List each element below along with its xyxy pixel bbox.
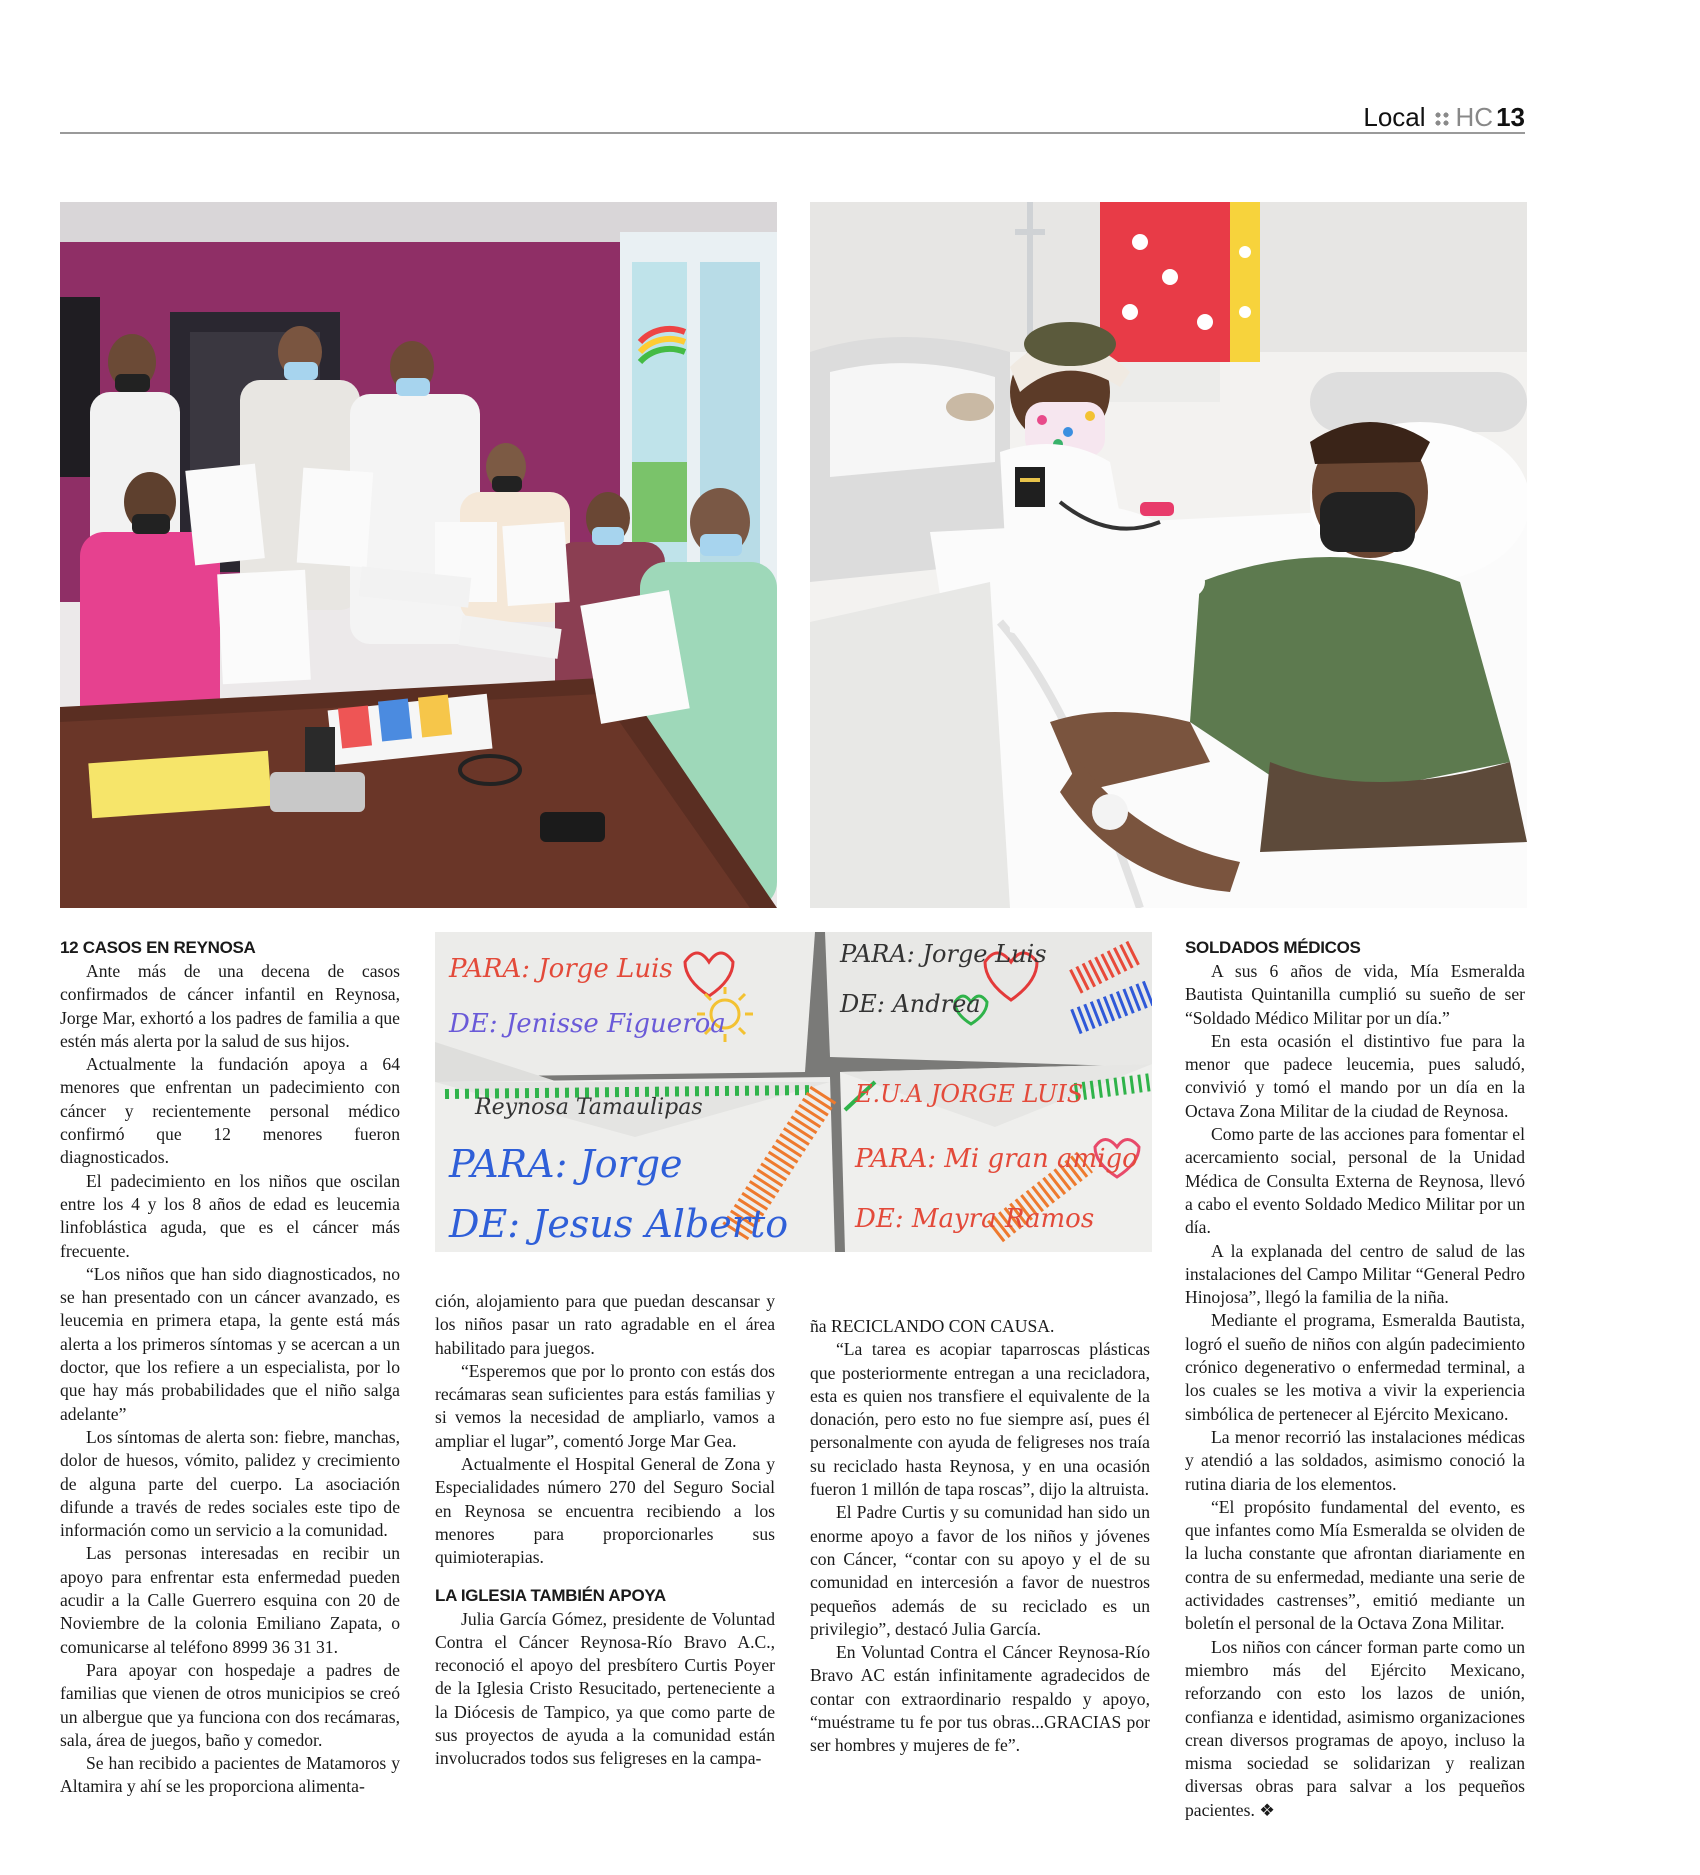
note-3-place: Reynosa Tamaulipas <box>475 1095 703 1120</box>
note-2-to: PARA: Jorge Luis <box>840 940 1047 968</box>
paragraph: En Voluntad Contra el Cáncer Reynosa-Río Bravo AC están infinitamente agradecidos de contar con extraordinario respaldo y apoyo, “muéstrame tu fe por tus obras...GRACIAS por ser hombres y mujeres de fe”. <box>810 1642 1150 1756</box>
paragraph: Como parte de las acciones para fomentar el acercamiento social, personal de la Unidad Médica de Consulta Externa de Reynosa, llevó a cabo el evento Soldado Medico Militar por un día. <box>1185 1124 1525 1238</box>
paragraph: Mediante el programa, Esmeralda Bautista, logró el sueño de niños con algún padecimiento crónico degenerativo o enfermedad terminal, a los cuales se les motiva a vivir la experiencia simbólica de pertenecer al Ejército Mexicano. <box>1185 1310 1525 1424</box>
child-soldier-hospital-photo <box>810 202 1527 908</box>
dots-icon <box>1434 111 1450 127</box>
subheading-soldados: SOLDADOS MÉDICOS <box>1185 938 1361 957</box>
subheading-iglesia: LA IGLESIA TAMBIÉN APOYA <box>435 1585 666 1605</box>
article-column-3 <box>810 1315 1150 1758</box>
paragraph: A sus 6 años de vida, Mía Esmeralda Bautista Quintanilla cumplió su sueño de ser “Soldado Médico Militar por un día.” <box>1185 961 1525 1028</box>
paragraph: Los síntomas de alerta son: fiebre, manchas, dolor de huesos, vómito, palidez y crecimiento de alguna parte del cuerpo. La asociación difunde a través de redes sociales este tipo de información como un servicio a la comunidad. <box>60 1426 400 1541</box>
paragraph: Actualmente el Hospital General de Zona y Especialidades número 270 del Seguro Social en Reynosa se encuentra recibiendo a los menores para proporcionarles sus quimioterapias. <box>435 1454 775 1568</box>
paragraph: “Los niños que han sido diagnosticados, no se han presentado con un cáncer avanzado, es leucemia en primera etapa, la gente está más alerta a los primeros síntomas y se acercan a un doctor, que los refiere a un especialista, por lo que hay más probabilidades que el niño salga adelante” <box>60 1263 400 1424</box>
article-column-2 <box>435 1290 775 1771</box>
paragraph: En esta ocasión el distintivo fue para la menor que padece leucemia, pues saludó, convivió y tomó el mando por un día en la Octava Zona Militar de la ciudad de Reynosa. <box>1185 1030 1525 1121</box>
paragraph: “El propósito fundamental del evento, es que infantes como Mía Esmeralda se olviden de la lucha constante que afrontan diariamente en contra de su enfermedad, mediante una serie de actividades castrenses”, emitió mediante un boletín el personal de la Octava Zona Militar. <box>1185 1496 1525 1634</box>
article-column-1 <box>60 936 400 1799</box>
page-header <box>60 100 1525 134</box>
subheading-12-casos: 12 CASOS EN REYNOSA <box>60 938 256 957</box>
paragraph: Se han recibido a pacientes de Matamoros y Altamira y ahí se les proporciona alimenta- <box>60 1753 400 1797</box>
paragraph: Actualmente la fundación apoya a 64 menores que enfrentan un padecimiento con cáncer y recientemente personal médico confirmó que 12 menores fueron diagnosticados. <box>60 1054 400 1168</box>
section-name: Local <box>1363 102 1426 132</box>
paragraph: Julia García Gómez, presidente de Voluntad Contra el Cáncer Reynosa-Río Bravo A.C., reconoció el apoyo del presbítero Curtis Poyer de la Iglesia Cristo Resucitado, perteneciente a la Diócesis de Tampico, ya que como parte de sus proyectos de ayuda a la comunidad están involucrados todos sus feligreses en la campa- <box>435 1608 775 1769</box>
note-1-to: PARA: Jorge Luis <box>449 954 673 984</box>
paragraph: Los niños con cáncer forman parte como un miembro más del Ejército Mexicano, reforzando con esto los lazos de unión, confianza e identidad, asimismo organizaciones crean diversos programas de apoyo, incluso la misma sociedad se solidarizan y realizan diversas obras para salvar a los pequeños pacientes. ❖ <box>1185 1636 1525 1820</box>
article-column-4 <box>1185 936 1525 1822</box>
paragraph: El Padre Curtis y su comunidad han sido un enorme apoyo a favor de los niños y jóvenes con Cáncer, “contar con su apoyo y el de su comunidad en intercesión a favor de nuestros pequeños además de su reciclado es un privilegio”, destacó Julia García. <box>810 1502 1150 1639</box>
paragraph: La menor recorrió las instalaciones médicas y atendió a las soldados, asimismo conoció la rutina diaria de los elementos. <box>1185 1426 1525 1494</box>
paragraph: Ante más de una decena de casos confirmados de cáncer infantil en Reynosa, Jorge Mar, exhortó a los padres de familia a que estén más alerta por la salud de sus hijos. <box>60 961 400 1051</box>
brand-name: HC <box>1455 102 1494 132</box>
paragraph: “Esperemos que por lo pronto con estás dos recámaras sean suficientes para estás familias y si vemos la necesidad de ampliarlo, vamos a ampliar el lugar”, comentó Jorge Mar Gea. <box>435 1360 775 1451</box>
note-4-header: E.U.A JORGE LUIS <box>855 1080 1084 1108</box>
note-1-from: DE: Jenisse Figueroa <box>449 1009 726 1039</box>
handwritten-envelopes-photo <box>435 932 1152 1252</box>
note-2-from: DE: Andrea <box>840 990 981 1018</box>
signing-meeting-photo <box>60 202 777 908</box>
note-4-to: PARA: Mi gran amigo <box>855 1144 1138 1174</box>
page-number: 13 <box>1496 102 1525 132</box>
note-4-from: DE: Mayra Ramos <box>855 1204 1095 1234</box>
paragraph: ña RECICLANDO CON CAUSA. <box>810 1316 1055 1336</box>
paragraph: El padecimiento en los niños que oscilan entre los 4 y los 8 años de edad es leucemia linfoblástica aguda, que es el cáncer más frecuente. <box>60 1170 400 1261</box>
paragraph: Para apoyar con hospedaje a padres de familias que vienen de otros municipios se creó un albergue que ya funciona con dos recámaras, sala, área de juegos, baño y comedor. <box>60 1659 400 1750</box>
note-3-from: DE: Jesus Alberto <box>449 1202 789 1246</box>
paragraph: A la explanada del centro de salud de las instalaciones del Campo Militar “General Pedro Hinojosa”, llegó la familia de la niña. <box>1185 1240 1525 1308</box>
paragraph: ción, alojamiento para que puedan descansar y los niños pasar un rato agradable en el área habilitado para juegos. <box>435 1291 775 1358</box>
paragraph: Las personas interesadas en recibir un apoyo para enfrentar esta enfermedad pueden acudir a la Calle Guerrero esquina con 20 de Noviembre de la colonia Emiliano Zapata, o comunicarse al teléfono 8999 36 31 31. <box>60 1543 400 1657</box>
paragraph: “La tarea es acopiar taparroscas plásticas que posteriormente entregan a una recicladora, esta es quien nos transfiere el equivalente de la donación, pero esto no fue siempre así, pues él personalmente con ayuda de feligreses nos traía su reciclado hasta Reynosa, y en una ocasión fueron 1 millón de tapa roscas”, dijo la altruista. <box>810 1339 1150 1500</box>
folio <box>1363 102 1525 133</box>
note-3-to: PARA: Jorge <box>449 1142 683 1186</box>
